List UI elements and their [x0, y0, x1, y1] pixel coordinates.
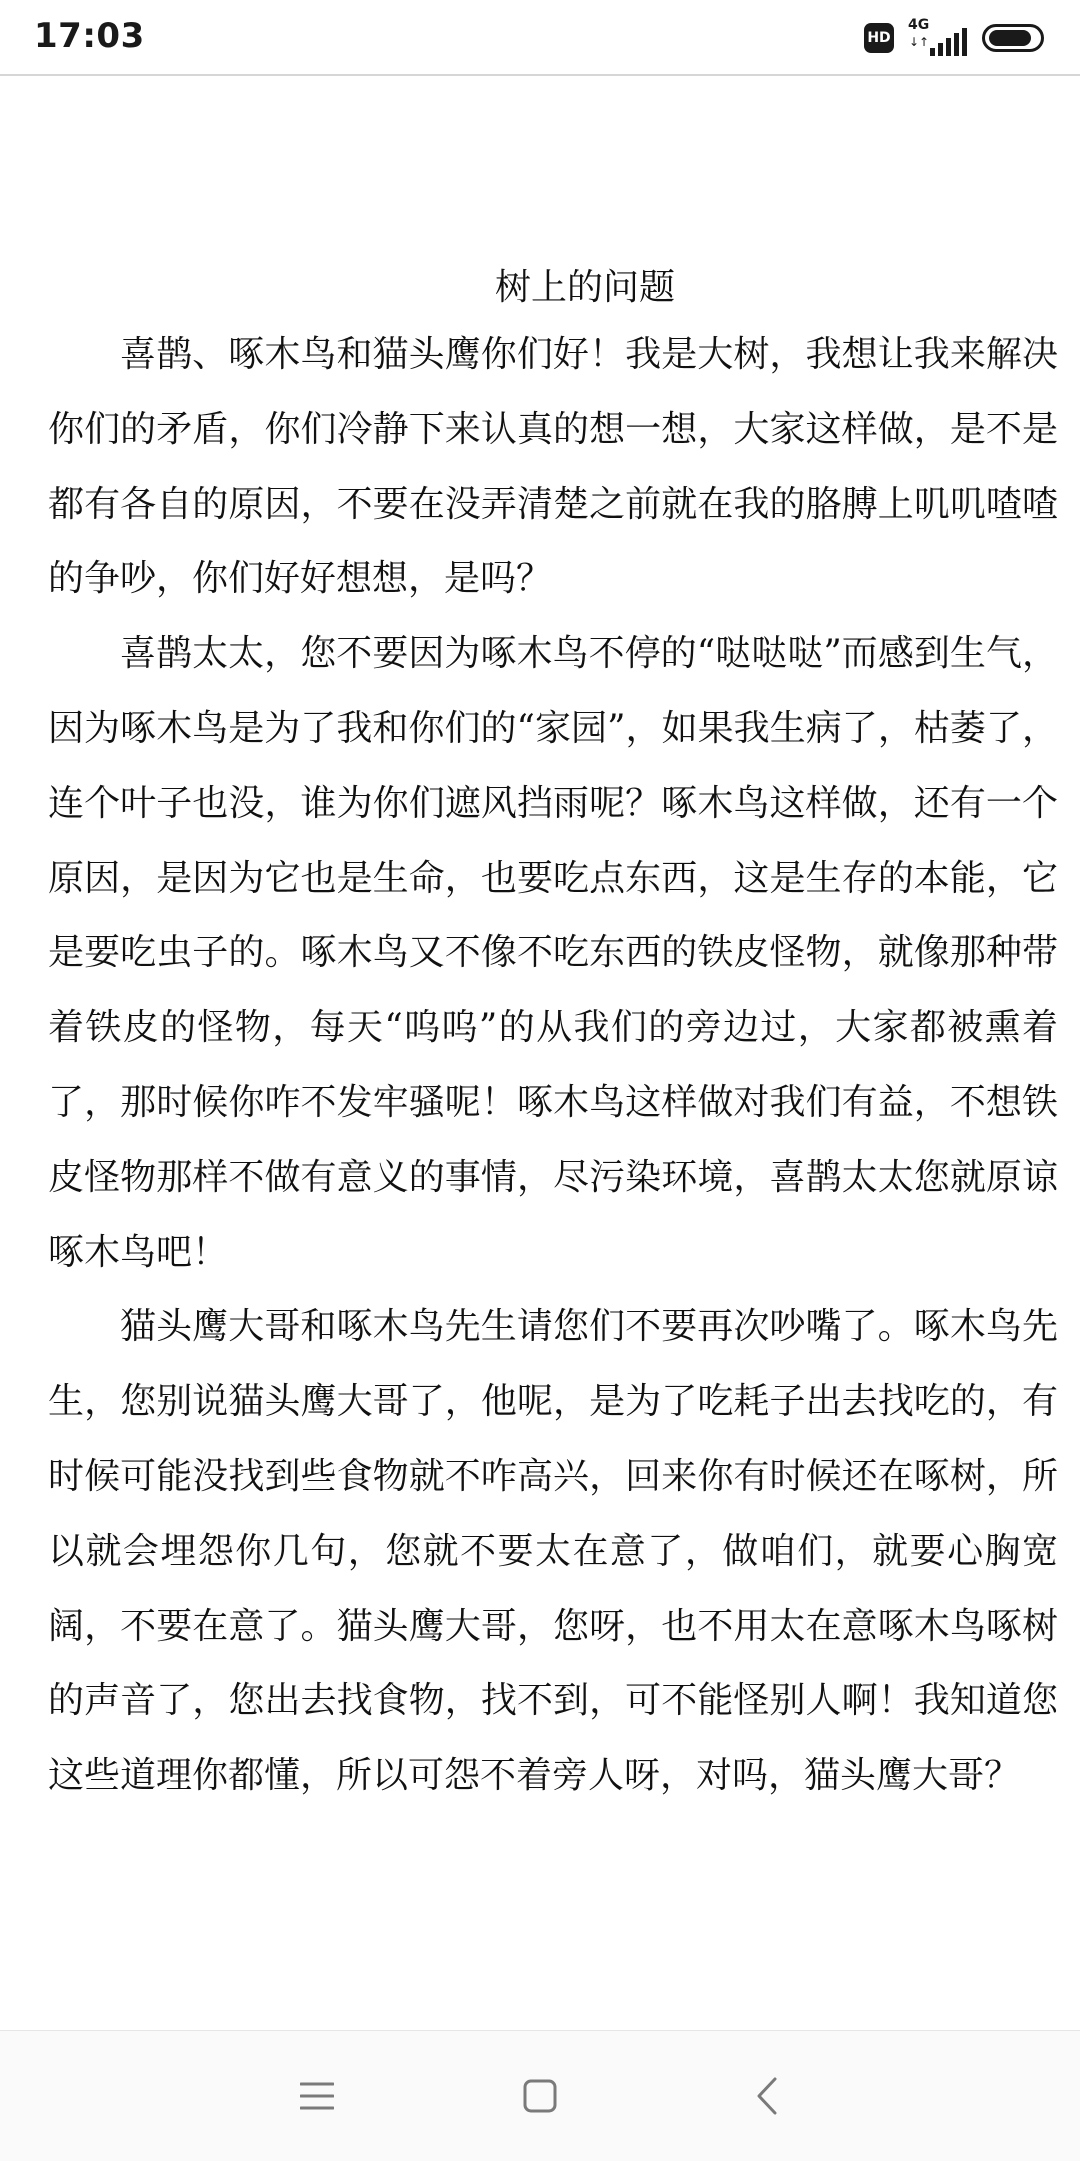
back-button[interactable] [687, 2031, 847, 2161]
paragraph-3: 猫头鹰大哥和啄木鸟先生请您们不要再次吵嘴了。啄木鸟先生，您别说猫头鹰大哥了，他呢，是为了吃耗子出去找吃的，有时候可能没找到些食物就不咋高兴，回来你有时候还在啄树，所以就会埋怨你几句，您就不要太在意了，做咱们，就要心胸宽阔，不要在意了。猫头鹰大哥，您呀，也不用太在意啄木鸟啄树的声音了，您出去找食物，找不到，可不能怪别人啊！我知道您这些道理你都懂，所以可怨不着旁人呀，对吗，猫头鹰大哥？ [48, 1306, 1058, 1797]
paragraph-1: 喜鹊、啄木鸟和猫头鹰你们好！我是大树，我想让我来解决你们的矛盾，你们冷静下来认真的想一想，大家这样做，是不是都有各自的原因，不要在没弄清楚之前就在我的胳膊上叽叽喳喳的争吵，你们好好想想，是吗？ [48, 334, 1058, 600]
hd-voice-icon: HD [864, 23, 894, 53]
signal-strength-icon [928, 28, 968, 56]
document-title: 树上的问题 [494, 267, 675, 308]
battery-level [989, 30, 1031, 46]
status-time: 17:03 [34, 16, 145, 56]
status-icons [864, 18, 1044, 58]
document-page [48, 258, 1058, 1814]
menu-button[interactable] [237, 2031, 397, 2161]
navigation-bar [0, 2030, 1080, 2161]
cellular-signal [908, 18, 968, 58]
status-bar [0, 0, 1080, 76]
battery-icon [982, 24, 1044, 52]
square-icon [523, 2079, 557, 2113]
data-activity-icon: ↓↑ [909, 35, 930, 49]
menu-icon [300, 2081, 334, 2111]
paragraph-2: 喜鹊太太，您不要因为啄木鸟不停的“哒哒哒”而感到生气，因为啄木鸟是为了我和你们的“家园”，如果我生病了，枯萎了，连个叶子也没，谁为你们遮风挡雨呢？啄木鸟这样做，还有一个原因，是因为它也是生命，也要吃点东西，这是生存的本能，它是要吃虫子的。啄木鸟又不像不吃东西的铁皮怪物，就像那种带着铁皮的怪物，每天“呜呜”的从我们的旁边过，大家都被熏着了，那时候你咋不发牢骚呢！啄木鸟这样做对我们有益，不想铁皮怪物那样不做有意义的事情，尽污染环境，喜鹊太太您就原谅啄木鸟吧！ [48, 633, 1058, 1273]
network-type-label: 4G [908, 17, 930, 33]
home-button[interactable] [460, 2031, 620, 2161]
chevron-left-icon [756, 2077, 778, 2115]
